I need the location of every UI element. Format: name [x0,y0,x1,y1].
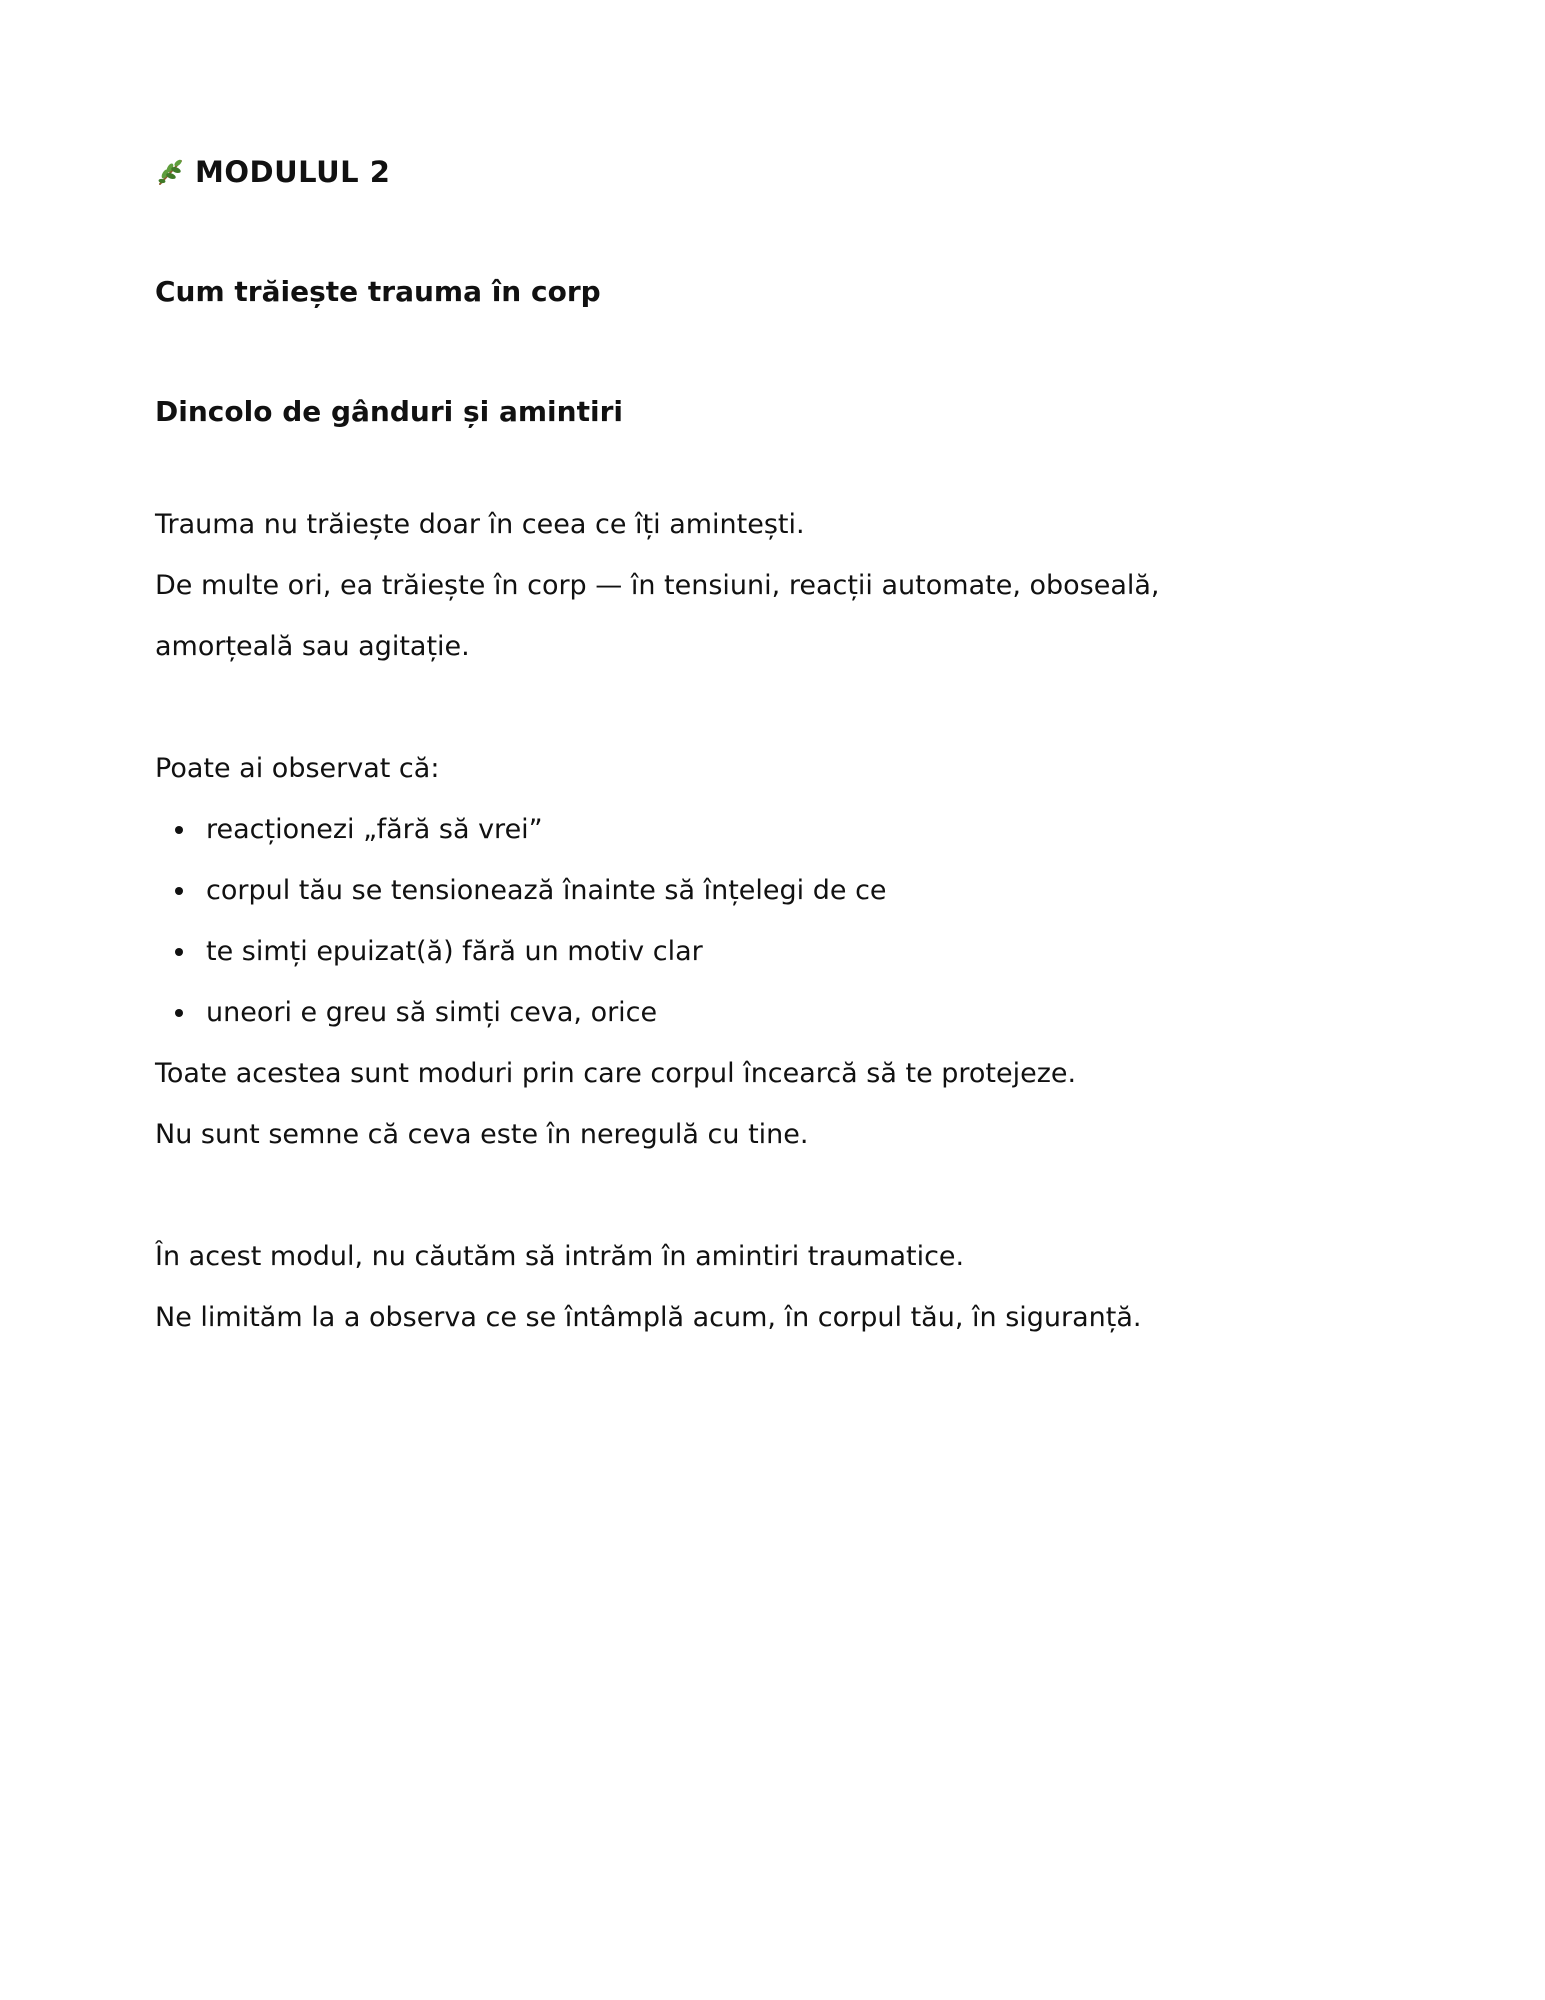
bullet-icon [175,948,183,956]
closing-paragraph [155,1226,1395,1348]
closing-line: În acest modul, nu căutăm să intrăm în amintiri traumatice. [155,1241,965,1272]
bullet-icon [175,826,183,834]
list-item-text: reacționezi „fără să vrei” [206,814,543,845]
list-item-text: te simți epuizat(ă) fără un motiv clar [206,936,703,967]
observed-list [155,799,1395,1043]
intro-paragraph [155,494,1395,677]
list-item [155,799,1395,860]
observed-section [155,738,1395,1165]
list-item-text: corpul tău se tensionează înainte să înțelegi de ce [206,875,887,906]
section-subtitle: Dincolo de gânduri și amintiri [155,395,623,428]
module-header [155,148,1395,196]
list-item [155,860,1395,921]
bullet-icon [175,887,183,895]
list-item [155,982,1395,1043]
observed-lead: Poate ai observat că: [155,753,440,784]
list-item-text: uneori e greu să simți ceva, orice [206,997,658,1028]
observed-after-line: Nu sunt semne că ceva este în neregulă cu tine. [155,1119,809,1150]
bullet-icon [175,1009,183,1017]
intro-line: De multe ori, ea trăiește în corp — în tensiuni, reacții automate, oboseală, [155,570,1160,601]
intro-line: amorțeală sau agitație. [155,631,470,662]
page-title: Cum trăiește trauma în corp [155,275,601,308]
closing-line: Ne limităm la a observa ce se întâmplă acum, în corpul tău, în siguranță. [155,1302,1142,1333]
module-content [155,148,1395,1348]
intro-line: Trauma nu trăiește doar în ceea ce îți amintești. [155,509,805,540]
observed-after-line: Toate acestea sunt moduri prin care corpul încearcă să te protejeze. [155,1058,1077,1089]
list-item [155,921,1395,982]
module-label: MODULUL 2 [195,155,391,189]
herb-sprig-icon [155,156,187,188]
